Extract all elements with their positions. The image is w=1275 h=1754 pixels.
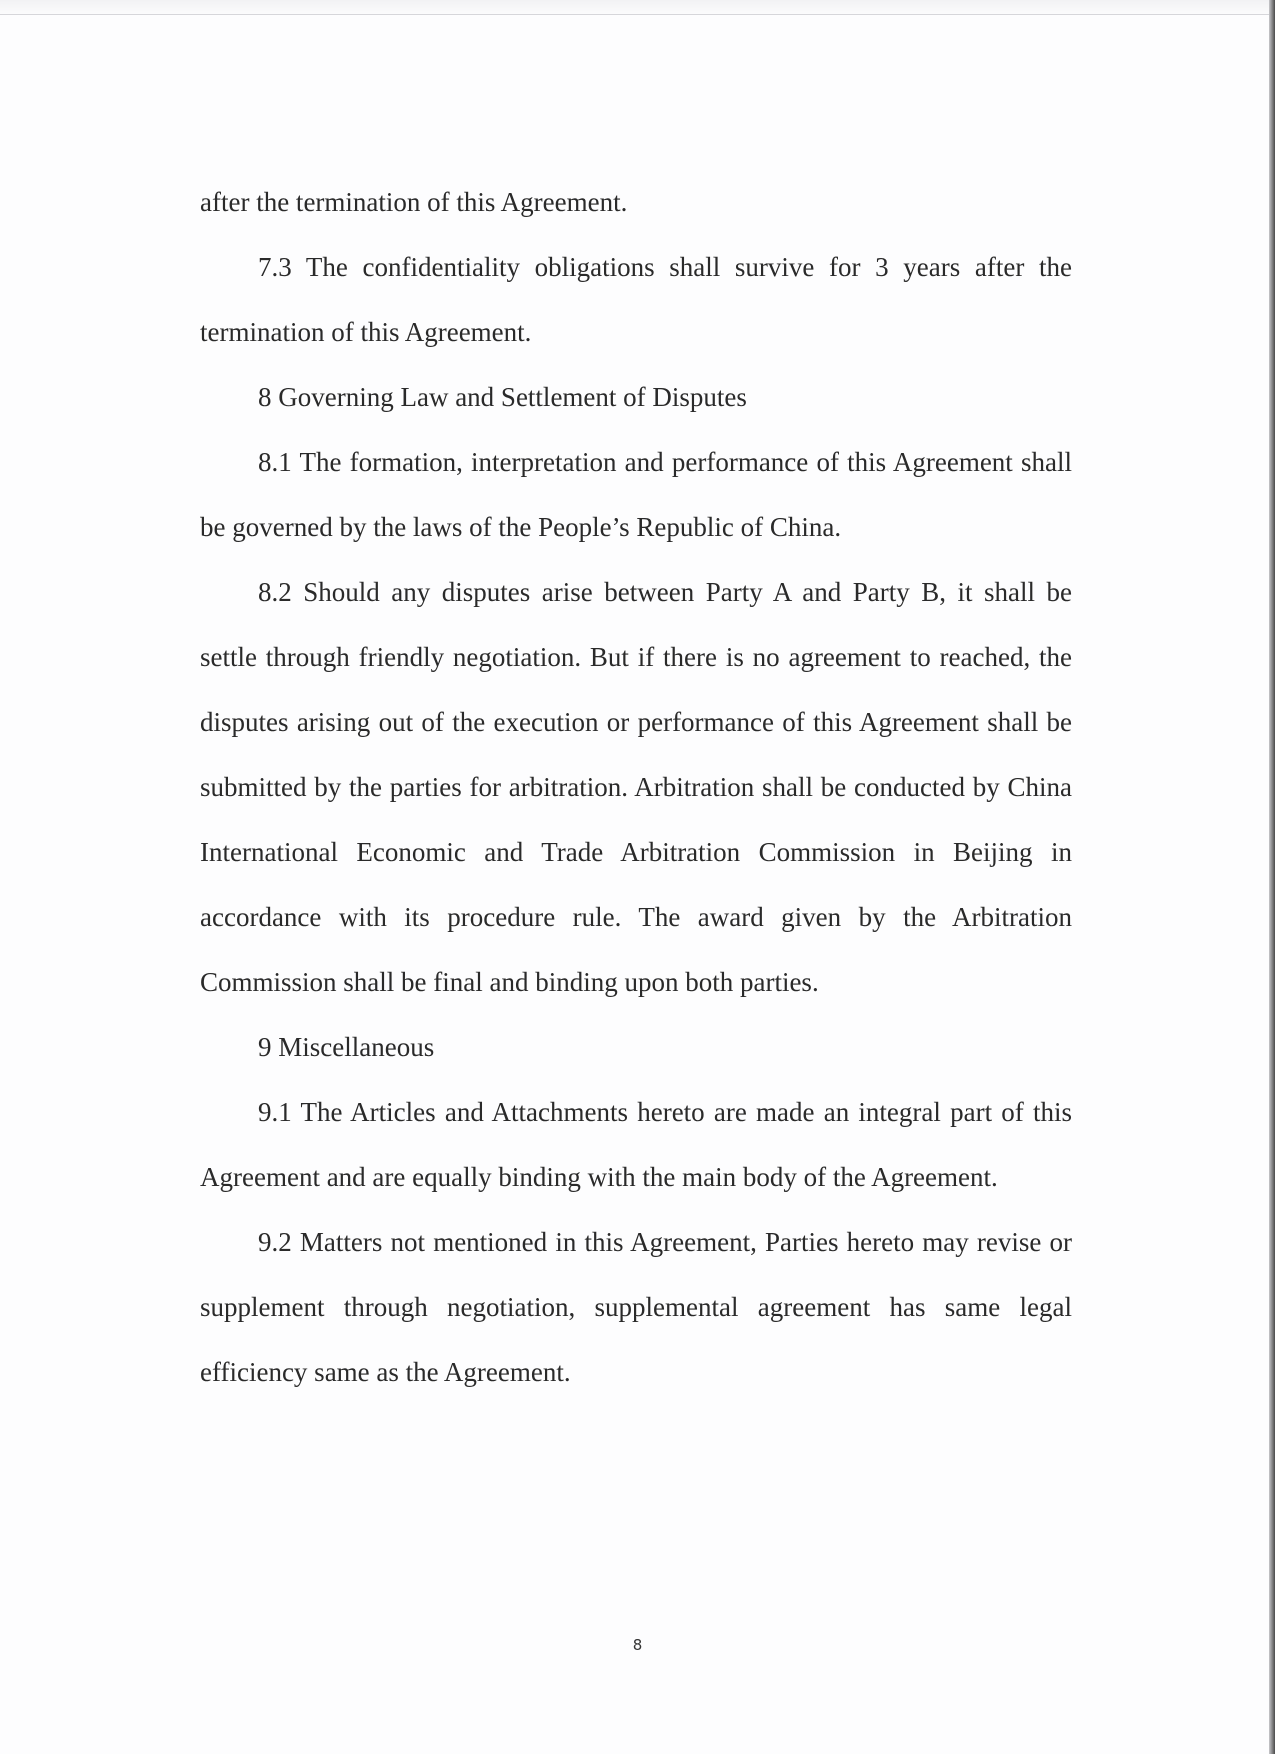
scan-top-edge	[0, 0, 1275, 15]
section-8-heading: 8 Governing Law and Settlement of Disputes	[258, 382, 747, 412]
clause-7-3: 7.3 The confidentiality obligations shall survive for 3 years after the termination of this Agreement.	[200, 252, 1072, 347]
clause-8-2: 8.2 Should any disputes arise between Party A and Party B, it shall be settle through friendly negotiation. But if there is no agreement to reached, the disputes arising out of the execution or performance of this Agreement shall be submitted by the parties for arbitration. Arbitration shall be conducted by China International Economic and Trade Arbitration Commission in Beijing in accordance with its procedure rule. The award given by the Arbitration Commission shall be final and binding upon both parties.	[200, 577, 1072, 997]
page-number: 8	[632, 1636, 643, 1654]
scan-right-edge	[1269, 0, 1275, 1754]
paragraph-continuation: after the termination of this Agreement.	[200, 187, 628, 217]
clause-8-1: 8.1 The formation, interpretation and performance of this Agreement shall be governed by the laws of the People’s Republic of China.	[200, 447, 1072, 542]
section-9-heading: 9 Miscellaneous	[258, 1032, 435, 1062]
clause-9-1: 9.1 The Articles and Attachments hereto are made an integral part of this Agreement and are equally binding with the main body of the Agreement.	[200, 1097, 1072, 1192]
body-text	[200, 170, 1072, 1405]
clause-9-2: 9.2 Matters not mentioned in this Agreement, Parties hereto may revise or supplement through negotiation, supplemental agreement has same legal efficiency same as the Agreement.	[200, 1227, 1072, 1387]
